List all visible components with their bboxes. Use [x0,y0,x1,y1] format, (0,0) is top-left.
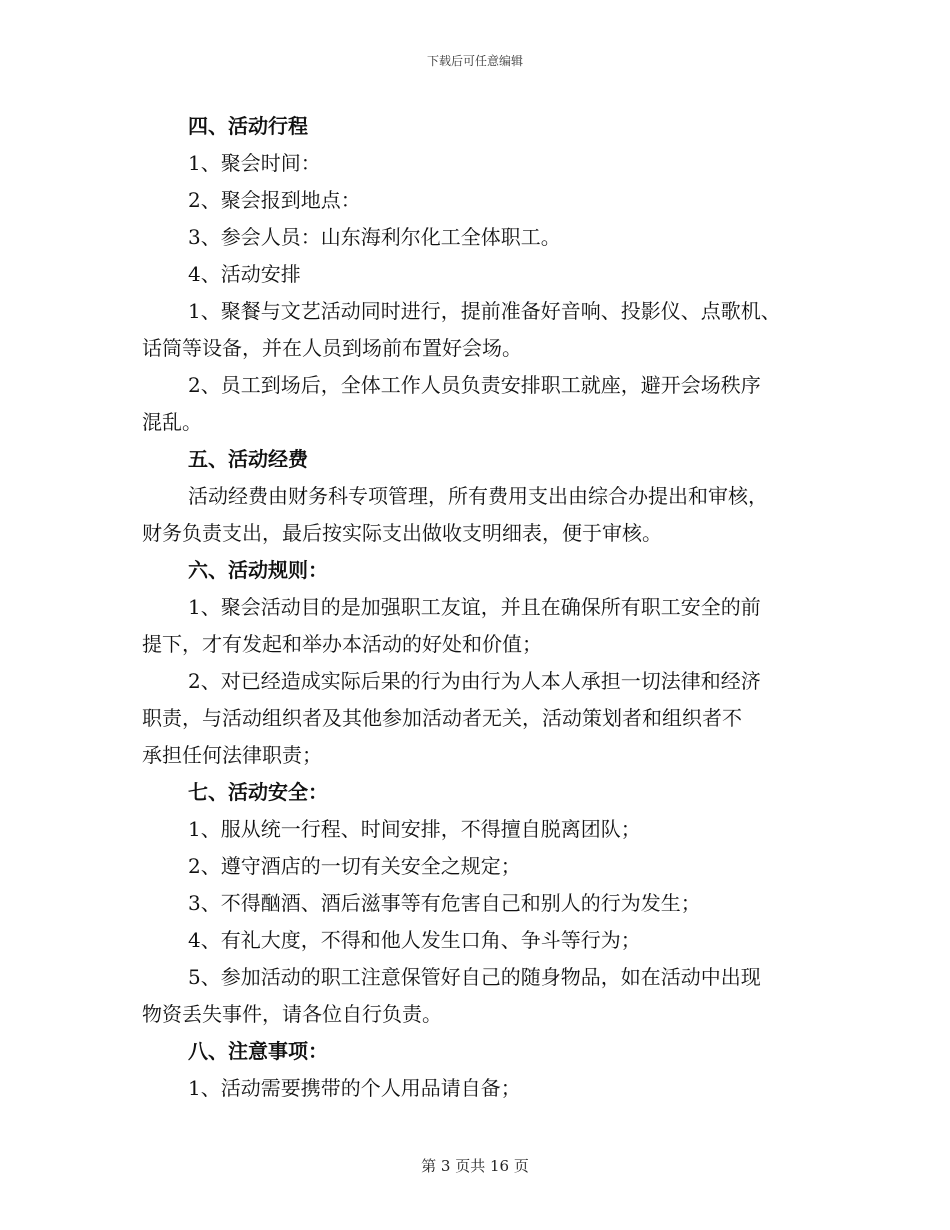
paragraph-line: 4、有礼大度，不得和他人发生口角、争斗等行为； [188,928,641,952]
section-heading: 四、活动行程 [188,114,308,138]
paragraph-line: 1、服从统一行程、时间安排，不得擅自脱离团队； [188,817,641,841]
paragraph-line: 2、对已经造成实际后果的行为由行为人本人承担一切法律和经济 [188,669,761,693]
paragraph-line: 2、员工到场后，全体工作人员负责安排职工就座，避开会场秩序 [188,373,761,397]
paragraph-line: 提下，才有发起和举办本活动的好处和价值； [142,632,542,656]
section-heading: 八、注意事项： [188,1039,328,1063]
paragraph-line: 活动经费由财务科专项管理，所有费用支出由综合办提出和审核， [188,484,768,508]
paragraph-line: 物资丢失事件，请各位自行负责。 [142,1002,442,1026]
paragraph-line: 承担任何法律职责； [142,743,322,767]
paragraph-line: 1、活动需要携带的个人用品请自备； [188,1076,521,1100]
paragraph-line: 3、不得酗酒、酒后滋事等有危害自己和别人的行为发生； [188,891,701,915]
paragraph-line: 2、遵守酒店的一切有关安全之规定； [188,854,521,878]
paragraph-line: 2、聚会报到地点： [188,188,361,212]
paragraph-line: 3、参会人员：山东海利尔化工全体职工。 [188,225,561,249]
section-heading: 五、活动经费 [188,447,308,471]
paragraph-line: 1、聚会活动目的是加强职工友谊，并且在确保所有职工安全的前 [188,595,761,619]
paragraph-line: 混乱。 [142,410,202,434]
paragraph-line: 1、聚会时间： [188,151,321,175]
paragraph-line: 1、聚餐与文艺活动同时进行，提前准备好音响、投影仪、点歌机、 [188,299,781,323]
paragraph-line: 话筒等设备，并在人员到场前布置好会场。 [142,336,522,360]
page-header: 下载后可任意编辑 [426,54,523,68]
document-body [142,108,810,1107]
page-footer: 第 3 页共 16 页 [421,1157,529,1175]
paragraph-line: 职责，与活动组织者及其他参加活动者无关，活动策划者和组织者不 [142,706,742,730]
section-heading: 七、活动安全： [188,780,328,804]
paragraph-line: 4、活动安排 [188,262,301,286]
paragraph-line: 财务负责支出，最后按实际支出做收支明细表，便于审核。 [142,521,662,545]
paragraph-line: 5、参加活动的职工注意保管好自己的随身物品，如在活动中出现 [188,965,761,989]
section-heading: 六、活动规则： [188,558,328,582]
